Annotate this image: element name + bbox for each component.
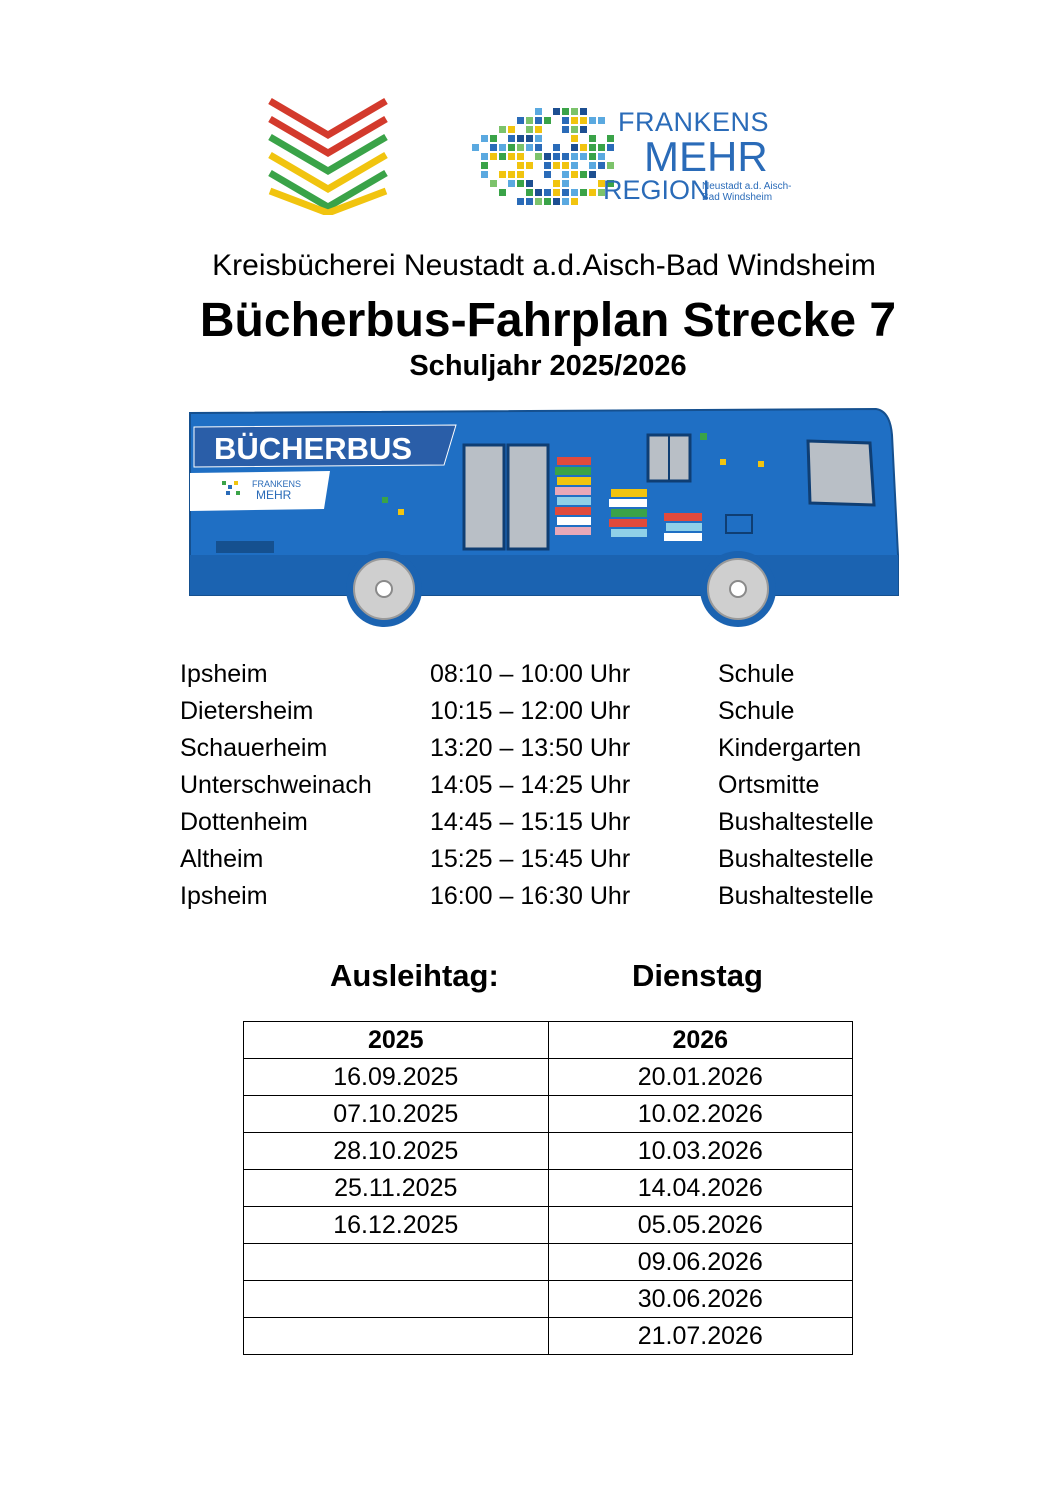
date-2026-cell: 09.06.2026 (548, 1244, 853, 1281)
schedule-row (180, 660, 940, 697)
bus-logo-line1: FRANKENS (252, 479, 302, 489)
schedule-location: Bushaltestelle (718, 808, 874, 836)
date-2025-cell (244, 1244, 549, 1281)
logo-text-region: REGION (603, 175, 710, 205)
schedule-location: Bushaltestelle (718, 882, 874, 910)
date-2025-cell: 16.12.2025 (244, 1207, 549, 1244)
bus-sign-text: BÜCHERBUS (214, 431, 413, 466)
column-header-2026: 2026 (548, 1022, 853, 1059)
institution-name: Kreisbücherei Neustadt a.d.Aisch-Bad Windsheim (212, 249, 876, 282)
schedule-location: Schule (718, 697, 795, 725)
schedule-time: 10:15 – 12:00 Uhr (430, 697, 631, 725)
schedule-location: Kindergarten (718, 734, 862, 762)
schedule-row (180, 771, 940, 808)
schedule-time: 16:00 – 16:30 Uhr (430, 882, 631, 910)
schedule-time: 08:10 – 10:00 Uhr (430, 660, 631, 688)
table-header-row (244, 1022, 853, 1059)
lending-day-value: Dienstag (632, 958, 763, 993)
date-2025-cell (244, 1281, 549, 1318)
library-book-logo (266, 95, 390, 215)
schedule-row (180, 808, 940, 845)
schedule-location: Schule (718, 660, 795, 688)
table-row (244, 1170, 853, 1207)
date-2026-cell: 05.05.2026 (548, 1207, 853, 1244)
schedule-place: Dottenheim (180, 808, 308, 836)
date-2026-cell: 20.01.2026 (548, 1059, 853, 1096)
date-2025-cell: 25.11.2025 (244, 1170, 549, 1207)
date-2026-cell: 30.06.2026 (548, 1281, 853, 1318)
schedule-time: 15:25 – 15:45 Uhr (430, 845, 631, 873)
logo-text-frankens: FRANKENS (618, 107, 770, 137)
school-year: Schuljahr 2025/2026 (409, 350, 687, 382)
table-row (244, 1133, 853, 1170)
schedule-row (180, 882, 940, 919)
bus-logo-line2: MEHR (256, 488, 292, 502)
schedule-time: 13:20 – 13:50 Uhr (430, 734, 631, 762)
lending-day-label: Ausleihtag: (330, 958, 499, 993)
date-2026-cell: 21.07.2026 (548, 1318, 853, 1355)
date-2026-cell: 10.02.2026 (548, 1096, 853, 1133)
schedule-row (180, 734, 940, 771)
schedule-place: Schauerheim (180, 734, 328, 762)
table-row (244, 1207, 853, 1244)
schedule-place: Ipsheim (180, 660, 268, 688)
frankens-mehr-region-logo (468, 95, 828, 215)
schedule-list (180, 660, 940, 919)
date-2026-cell: 10.03.2026 (548, 1133, 853, 1170)
logo-sub-line2: Bad Windsheim (702, 192, 773, 203)
schedule-place: Dietersheim (180, 697, 314, 725)
table-row (244, 1096, 853, 1133)
table-row (244, 1318, 853, 1355)
date-2025-cell (244, 1318, 549, 1355)
pixel-map-graphic (468, 95, 618, 215)
table-row (244, 1059, 853, 1096)
date-2025-cell: 07.10.2025 (244, 1096, 549, 1133)
schedule-place: Unterschweinach (180, 771, 372, 799)
schedule-location: Ortsmitte (718, 771, 820, 799)
page-title: Bücherbus-Fahrplan Strecke 7 (199, 294, 897, 347)
schedule-place: Altheim (180, 845, 264, 873)
table-row (244, 1281, 853, 1318)
logo-sub-line1: Neustadt a.d. Aisch- (702, 181, 792, 192)
schedule-time: 14:45 – 15:15 Uhr (430, 808, 631, 836)
date-2025-cell: 28.10.2025 (244, 1133, 549, 1170)
date-2025-cell: 16.09.2025 (244, 1059, 549, 1096)
bookbus-illustration (186, 405, 902, 627)
logo-text-sub (702, 181, 792, 203)
table-row (244, 1244, 853, 1281)
schedule-time: 14:05 – 14:25 Uhr (430, 771, 631, 799)
lending-dates-table (243, 1021, 853, 1355)
schedule-row (180, 845, 940, 882)
column-header-2025: 2025 (244, 1022, 549, 1059)
schedule-location: Bushaltestelle (718, 845, 874, 873)
logo-text-mehr: MEHR (644, 133, 768, 180)
schedule-row (180, 697, 940, 734)
schedule-place: Ipsheim (180, 882, 268, 910)
date-2026-cell: 14.04.2026 (548, 1170, 853, 1207)
